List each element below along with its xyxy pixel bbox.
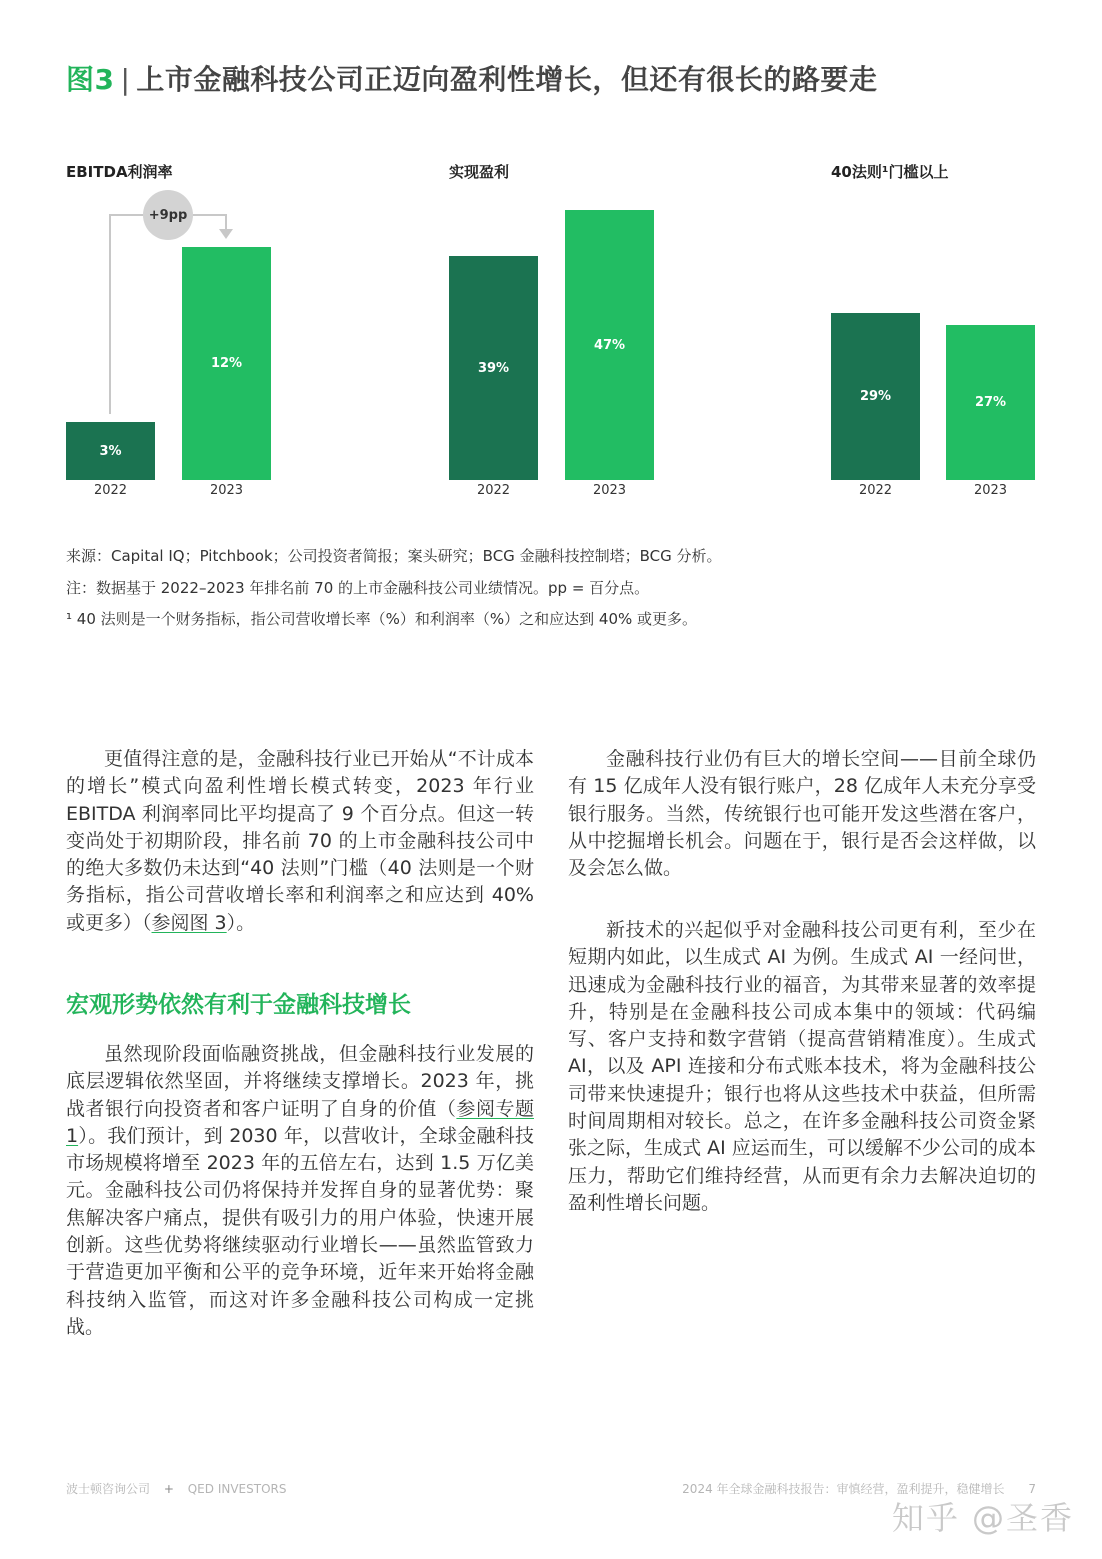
bar-2022	[66, 422, 155, 480]
figure-title-text: 上市金融科技公司正迈向盈利性增长，但还有很长的路要走	[136, 63, 878, 96]
bracket-right-line	[225, 214, 227, 230]
footer-org: 波士顿咨询公司	[66, 1482, 151, 1496]
chart-title: EBITDA利润率	[66, 163, 173, 181]
figure-3-link[interactable]: 参阅图 3	[151, 911, 227, 934]
x-tick-label: 2023	[973, 483, 1008, 498]
title-separator: |	[120, 63, 131, 96]
footer-left	[66, 1480, 286, 1497]
footer-partner: QED INVESTORS	[187, 1482, 287, 1496]
bar-value-label: 47%	[593, 337, 626, 353]
figure-number: 图3	[66, 63, 115, 96]
x-tick-label: 2022	[93, 483, 128, 498]
footnote: ¹ 40 法则是一个财务指标，指公司营收增长率（%）和利润率（%）之和应达到 40% 或更多。	[66, 610, 698, 628]
figure-title	[66, 58, 877, 98]
x-tick-label: 2022	[476, 483, 511, 498]
section-heading: 宏观形势依然有利于金融科技增长	[66, 992, 411, 1018]
bar-2023	[182, 247, 271, 480]
footer-report-title: 2024 年全球金融科技报告：审慎经营，盈利提升，稳健增长	[682, 1482, 1005, 1496]
chart-title: 40法则¹门槛以上	[831, 163, 949, 181]
bar-value-label: 29%	[859, 389, 892, 404]
bar-value-label: 3%	[99, 443, 122, 459]
bar-2023	[565, 210, 654, 480]
x-tick-label: 2023	[209, 483, 244, 498]
change-badge: +9pp	[143, 190, 193, 240]
right-paragraph-1: 金融科技行业仍有巨大的增长空间——目前全球仍有 15 亿成年人没有银行账户，28 亿成年人未充分享受银行服务。当然，传统银行也可能开发这些潜在客户，从中挖掘增长机会。问题在于，银行是否会这样做，以及会怎么做。	[568, 748, 1036, 880]
bar-value-label: 12%	[210, 356, 243, 371]
left-paragraph-2: 虽然现阶段面临融资挑战，但金融科技行业发展的底层逻辑依然坚固，并将继续支撑增长。2023 年，挑战者银行向投资者和客户证明了自身的价值（参阅专题 1）。我们预计，到 2030 年，以营收计，全球金融科技市场规模将增至 2023 年的五倍左右，达到 1.5 万亿美元。金融科技公司仍将保持并发挥自身的显著优势：聚焦解决客户痛点，提供有吸引力的用户体验，快速开展创新。这些优势将继续驱动行业增长——虽然监管致力于营造更加平衡和公平的竞争环境，近年来开始将金融科技纳入监管，而这对许多金融科技公司构成一定挑战。	[66, 1043, 534, 1338]
source-note: 来源：Capital IQ；Pitchbook；公司投资者简报；案头研究；BCG 金融科技控制塔；BCG 分析。	[66, 547, 722, 565]
x-tick-label: 2023	[592, 483, 627, 498]
x-tick-label: 2022	[858, 483, 893, 498]
bracket-left-line	[109, 214, 111, 414]
right-paragraph-2: 新技术的兴起似乎对金融科技公司更有利，至少在短期内如此，以生成式 AI 为例。生成式 AI 一经问世，迅速成为金融科技行业的福音，为其带来显著的效率提升，特别是在金融科技公司成本集中的领域：代码编写、客户支持和数字营销（提高营销精准度）。生成式 AI，以及 API 连接和分布式账本技术，将为金融科技公司带来快速提升；银行也将从这些技术中获益，但所需时间周期相对较长。总之，在许多金融科技公司资金紧张之际，生成式 AI 应运而生，可以缓解不少公司的成本压力，帮助它们维持经营，从而更有余力去解决迫切的盈利性增长问题。	[568, 919, 1036, 1214]
page-number: 7	[1028, 1482, 1036, 1496]
bar-value-label: 39%	[477, 360, 510, 376]
left-paragraph-1: 更值得注意的是，金融科技行业已开始从“不计成本的增长”模式向盈利性增长模式转变，2023 年行业 EBITDA 利润率同比平均提高了 9 个百分点。但这一转变尚处于初期阶段，排名前 70 的上市金融科技公司中的绝大多数仍未达到“40 法则”门槛（40 法则是一个财务指标，指公司营收增长率和利润率之和应达到 40% 或更多）（参阅图 3）。	[66, 748, 534, 934]
bar-2023	[946, 325, 1035, 480]
footer-plus: +	[163, 1482, 174, 1496]
chart-title: 实现盈利	[449, 163, 510, 181]
sidebar-1-link[interactable]: 参阅专题 1	[66, 1097, 534, 1147]
watermark: 知乎 @圣香	[891, 1499, 1074, 1537]
bar-value-label: 27%	[974, 395, 1007, 410]
bar-2022	[449, 256, 538, 480]
bar-2022	[831, 313, 920, 480]
arrow-down-icon	[219, 229, 233, 239]
data-note: 注：数据基于 2022–2023 年排名前 70 的上市金融科技公司业绩情况。pp = 百分点。	[66, 579, 650, 597]
